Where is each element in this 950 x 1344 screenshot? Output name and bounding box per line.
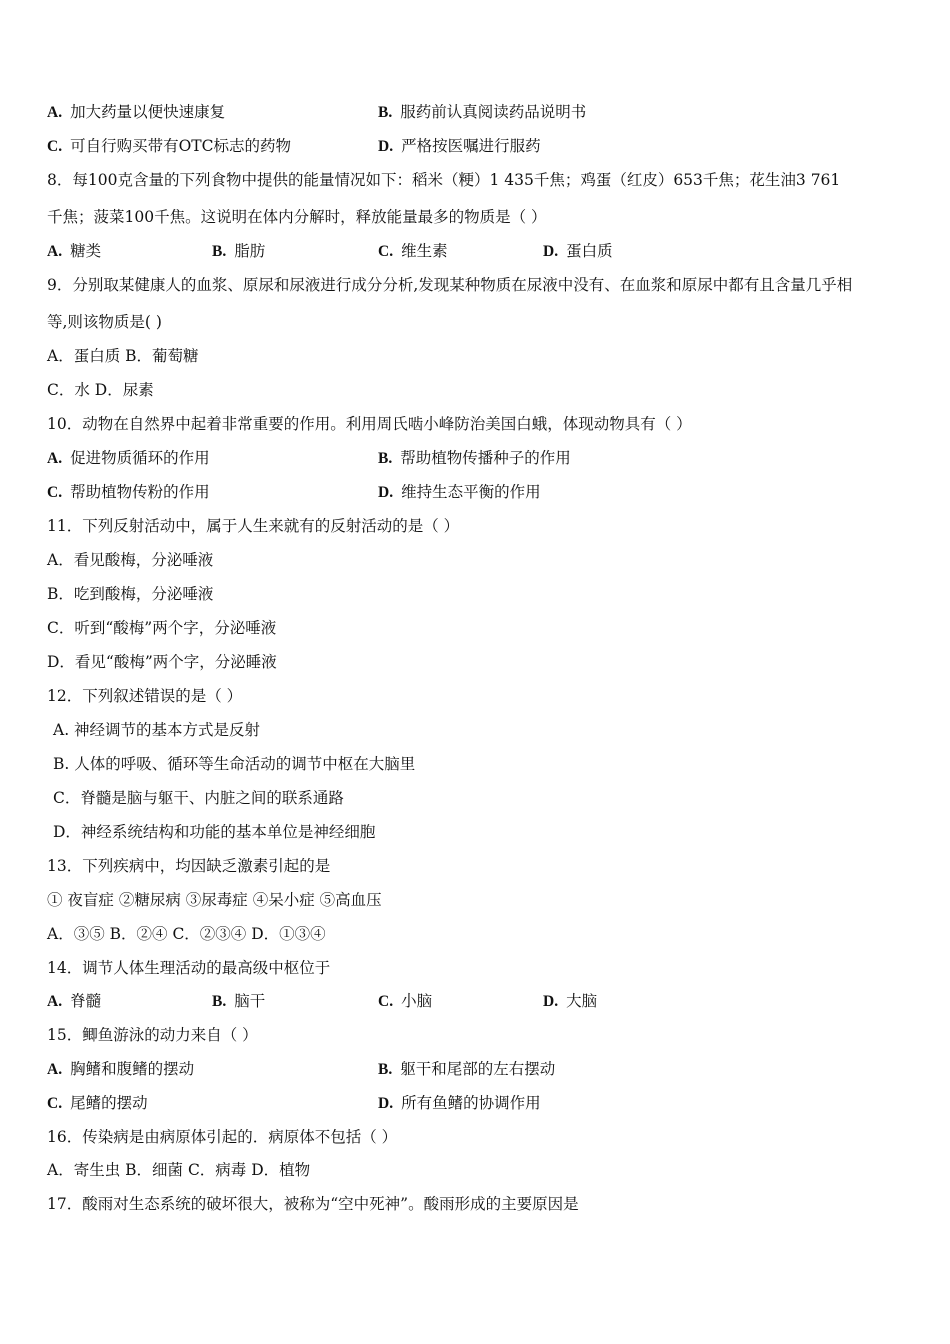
q7-option-b: B. 服药前认真阅读药品说明书 bbox=[378, 103, 587, 121]
q8-option-b: B. 脂肪 bbox=[212, 242, 266, 260]
q14-option-b: B. 脑干 bbox=[212, 992, 266, 1010]
q12-stem: 12．下列叙述错误的是（ ） bbox=[47, 687, 243, 705]
q12-option-a: A. 神经调节的基本方式是反射 bbox=[53, 721, 261, 739]
q16-options: A．寄生虫 B．细菌 C．病毒 D．植物 bbox=[47, 1161, 311, 1179]
q13-options: A．③⑤ B．②④ C．②③④ D．①③④ bbox=[47, 925, 326, 943]
q8-stem-line2: 千焦；菠菜100千焦。这说明在体内分解时，释放能量最多的物质是（ ） bbox=[47, 208, 547, 226]
q8-option-a: A. 糖类 bbox=[47, 242, 102, 260]
q13-items: ① 夜盲症 ②糖尿病 ③尿毒症 ④呆小症 ⑤高血压 bbox=[47, 891, 382, 909]
q14-option-c: C. 小脑 bbox=[378, 992, 433, 1010]
q10-option-b: B. 帮助植物传播种子的作用 bbox=[378, 449, 571, 467]
q13-stem: 13．下列疾病中，均因缺乏激素引起的是 bbox=[47, 857, 331, 875]
q17-stem: 17．酸雨对生态系统的破坏很大，被称为“空中死神”。酸雨形成的主要原因是 bbox=[47, 1195, 579, 1213]
q12-option-b: B. 人体的呼吸、循环等生命活动的调节中枢在大脑里 bbox=[53, 755, 416, 773]
q11-option-c: C．听到“酸梅”两个字，分泌唾液 bbox=[47, 619, 277, 637]
q7-option-d: D. 严格按医嘱进行服药 bbox=[378, 137, 541, 155]
q15-option-c: C. 尾鳍的摆动 bbox=[47, 1094, 148, 1112]
q15-option-a: A. 胸鳍和腹鳍的摆动 bbox=[47, 1060, 195, 1078]
q9-options-line1: A．蛋白质 B．葡萄糖 bbox=[47, 347, 199, 365]
q10-option-c: C. 帮助植物传粉的作用 bbox=[47, 483, 210, 501]
q8-stem-line1: 8．每100克含量的下列食物中提供的能量情况如下：稻米（粳）1 435千焦；鸡蛋（红皮）653千焦；花生油3 761 bbox=[47, 171, 841, 189]
q10-stem: 10．动物在自然界中起着非常重要的作用。利用周氏啮小峰防治美国白蛾，体现动物具有（ ） bbox=[47, 415, 692, 433]
q8-option-c: C. 维生素 bbox=[378, 242, 448, 260]
q14-option-d: D. 大脑 bbox=[543, 992, 598, 1010]
q12-option-c: C．脊髓是脑与躯干、内脏之间的联系通路 bbox=[53, 789, 344, 807]
q11-stem: 11．下列反射活动中，属于人生来就有的反射活动的是（ ） bbox=[47, 517, 460, 535]
q11-option-b: B．吃到酸梅，分泌唾液 bbox=[47, 585, 214, 603]
q14-option-a: A. 脊髓 bbox=[47, 992, 102, 1010]
q11-option-d: D．看见“酸梅”两个字，分泌睡液 bbox=[47, 653, 277, 671]
q15-option-b: B. 躯干和尾部的左右摆动 bbox=[378, 1060, 556, 1078]
q10-option-a: A. 促进物质循环的作用 bbox=[47, 449, 210, 467]
q7-option-a: A. 加大药量以便快速康复 bbox=[47, 103, 226, 121]
q9-stem-line1: 9．分别取某健康人的血浆、原尿和尿液进行成分分析,发现某种物质在尿液中没有、在血浆和原尿中都有且含量几乎相 bbox=[47, 276, 853, 294]
q9-options-line2: C．水 D．尿素 bbox=[47, 381, 154, 399]
q14-stem: 14．调节人体生理活动的最高级中枢位于 bbox=[47, 959, 331, 977]
q9-stem-line2: 等,则该物质是( ) bbox=[47, 313, 162, 331]
q8-option-d: D. 蛋白质 bbox=[543, 242, 613, 260]
q11-option-a: A．看见酸梅，分泌唾液 bbox=[47, 551, 214, 569]
q15-stem: 15．鲫鱼游泳的动力来自（ ） bbox=[47, 1026, 258, 1044]
q15-option-d: D. 所有鱼鳍的协调作用 bbox=[378, 1094, 541, 1112]
q7-option-c: C. 可自行购买带有OTC标志的药物 bbox=[47, 137, 291, 155]
q10-option-d: D. 维持生态平衡的作用 bbox=[378, 483, 541, 501]
q16-stem: 16．传染病是由病原体引起的．病原体不包括（ ） bbox=[47, 1128, 398, 1146]
q12-option-d: D．神经系统结构和功能的基本单位是神经细胞 bbox=[53, 823, 376, 841]
